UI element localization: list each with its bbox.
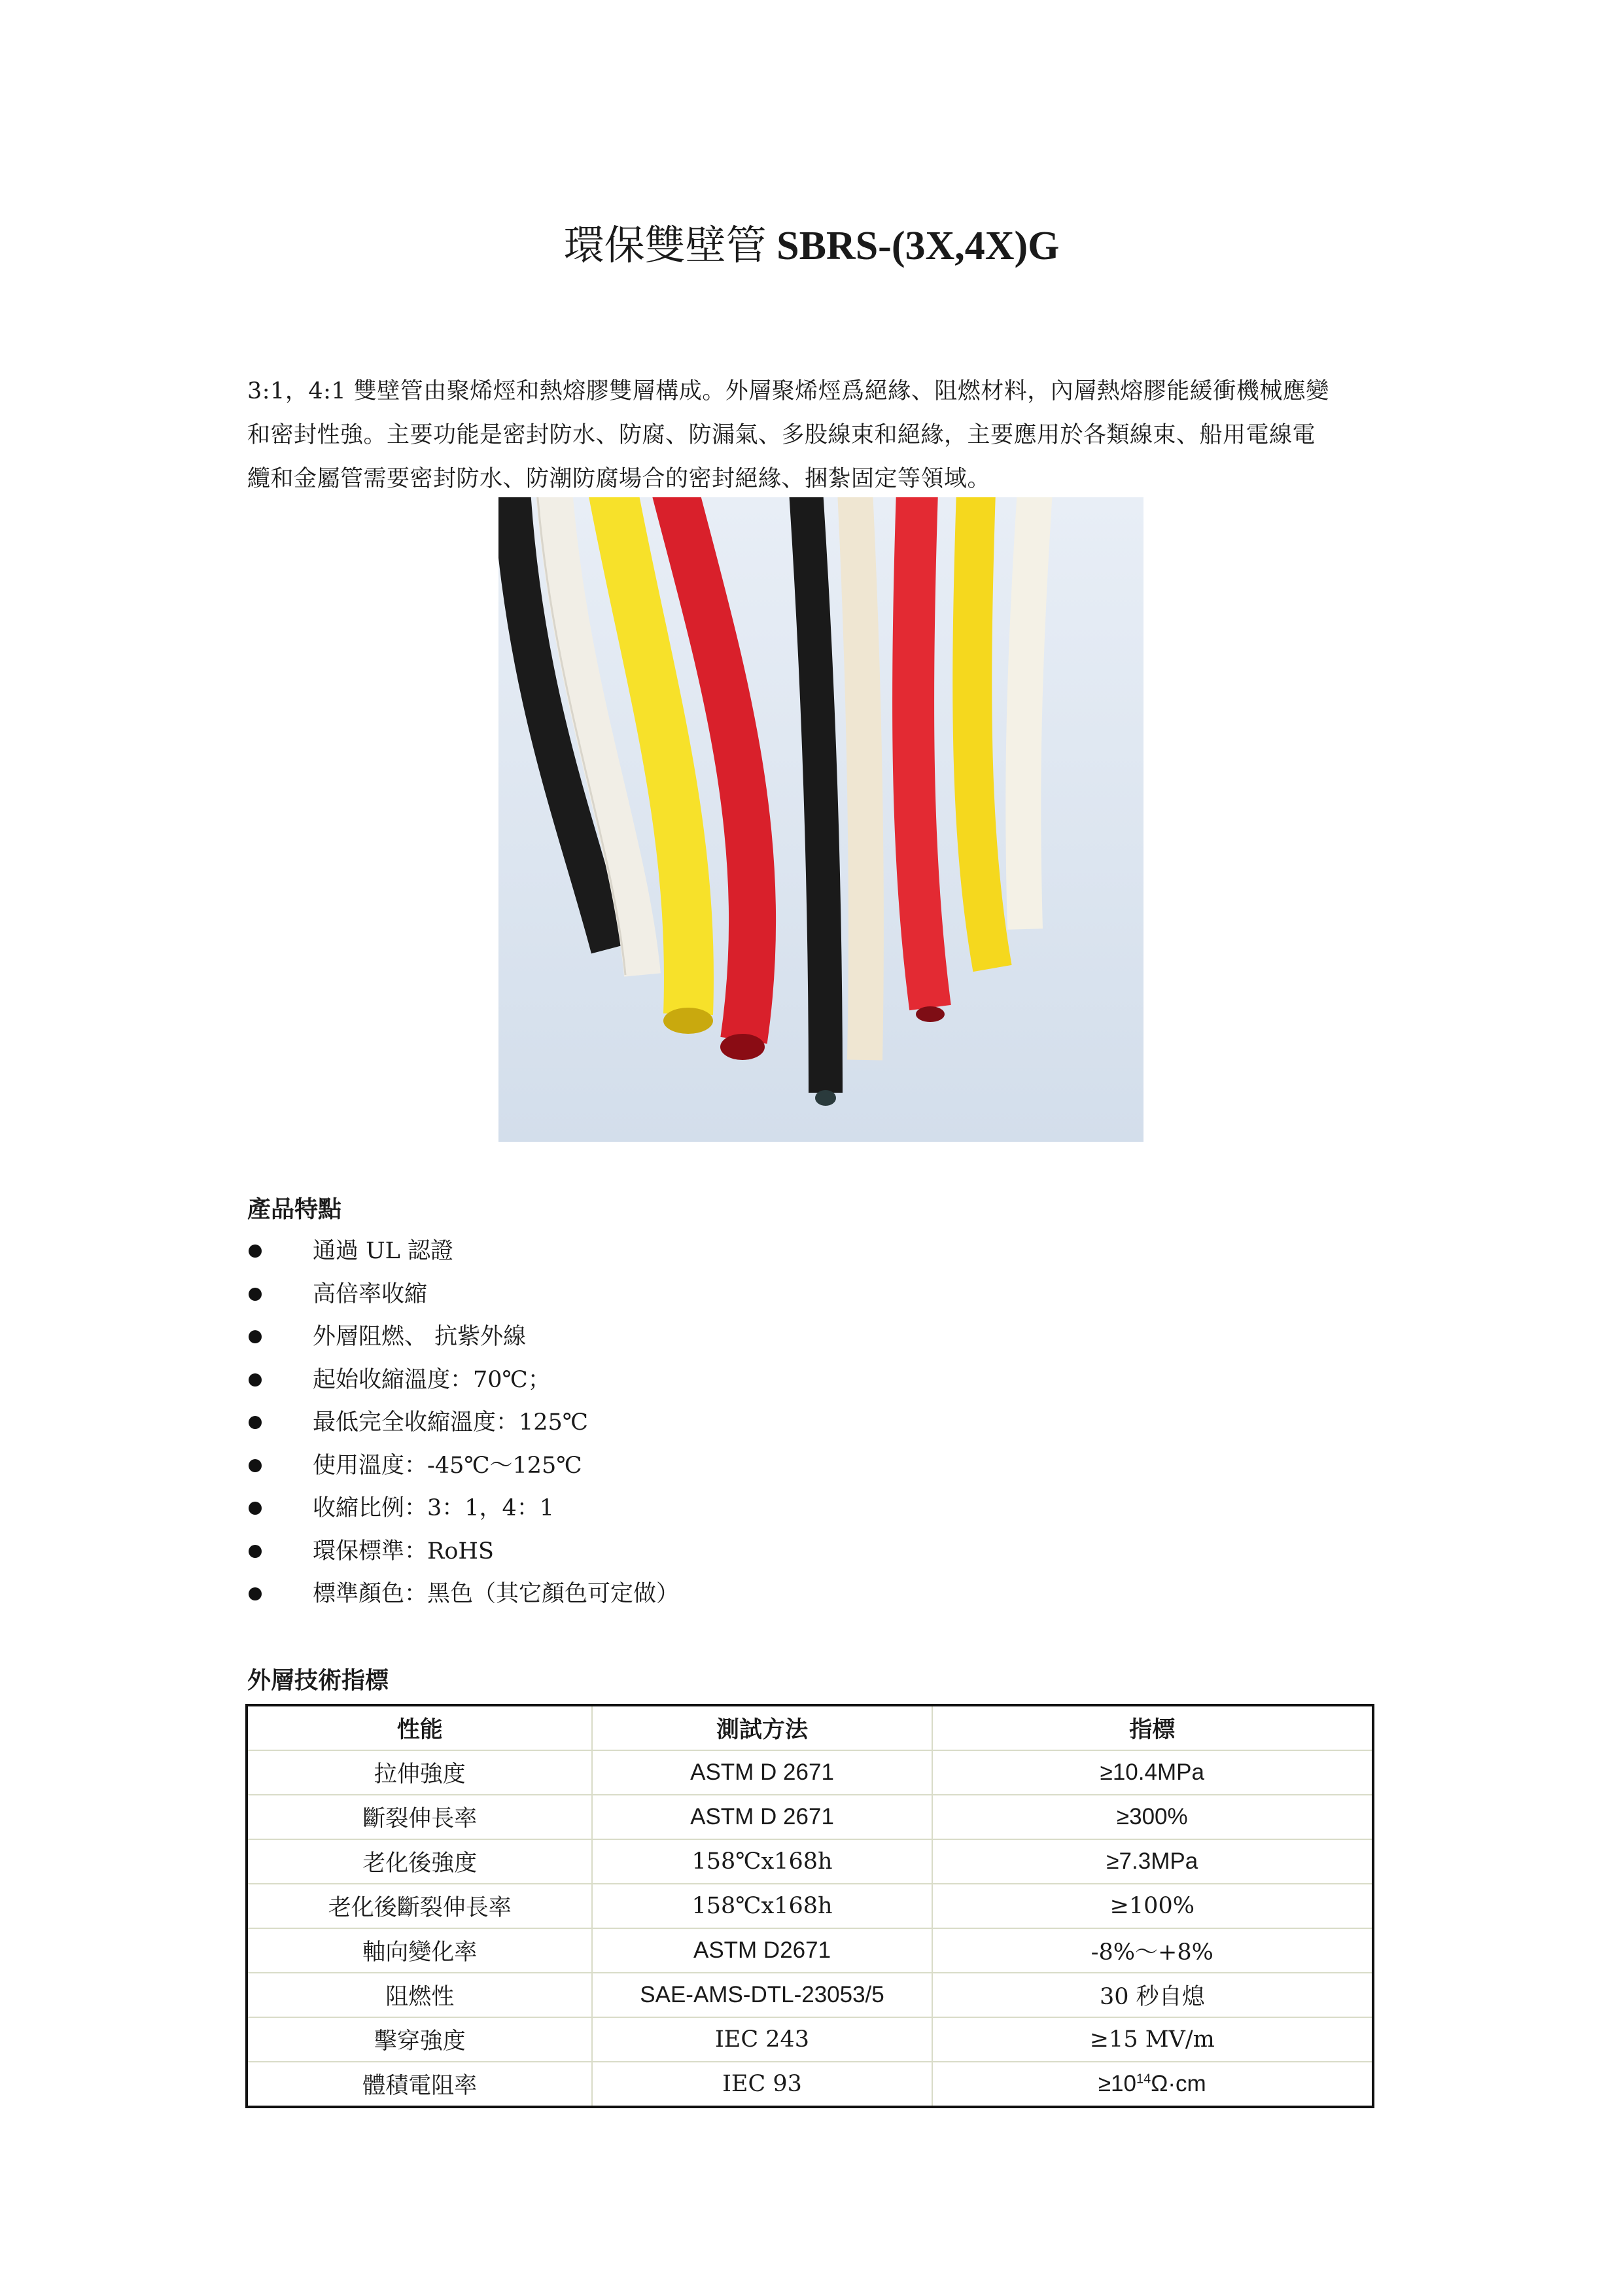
feature-item: 通過 UL 認證 xyxy=(247,1230,679,1273)
method-cell: 158℃x168h xyxy=(592,1884,932,1928)
product-name: 環保雙壁管 xyxy=(563,224,767,268)
heat-shrink-tubes-image xyxy=(498,497,1143,1142)
method-cell: IEC 243 xyxy=(592,2017,932,2062)
bullet-icon xyxy=(249,1502,262,1515)
spec-table xyxy=(245,1704,1374,2108)
feature-item: 收縮比例：3：1，4：1 xyxy=(247,1487,679,1530)
page-title xyxy=(0,213,1623,271)
column-header: 測試方法 xyxy=(592,1705,932,1750)
resistivity-unit: Ω·cm xyxy=(1151,2071,1206,2096)
product-model: SBRS-(3X,4X)G xyxy=(777,224,1060,268)
property-cell: 斷裂伸長率 xyxy=(247,1795,592,1839)
bullet-icon xyxy=(249,1373,262,1386)
table-row xyxy=(247,1884,1373,1928)
value-cell: 30 秒自熄 xyxy=(932,1973,1373,2017)
resistivity-base: ≥10 xyxy=(1098,2071,1136,2096)
tube-cream xyxy=(855,497,866,1060)
method-cell: ASTM D2671 xyxy=(592,1928,932,1973)
bullet-icon xyxy=(249,1245,262,1258)
tube-yellow-2 xyxy=(972,497,992,968)
property-cell: 擊穿強度 xyxy=(247,2017,592,2062)
tube-white-2 xyxy=(1023,497,1035,929)
table-row xyxy=(247,2062,1373,2107)
property-cell: 體積電阻率 xyxy=(247,2062,592,2107)
intro-line: 纜和金屬管需要密封防水、防潮防腐場合的密封絕緣、捆紮固定等領域。 xyxy=(247,466,991,492)
bullet-icon xyxy=(249,1330,262,1343)
value-cell: -8%～+8% xyxy=(932,1928,1373,1973)
table-row xyxy=(247,2017,1373,2062)
property-cell: 老化後強度 xyxy=(247,1839,592,1884)
feature-item: 環保標準：RoHS xyxy=(247,1530,679,1574)
feature-item: 標準顏色：黑色（其它顏色可定做） xyxy=(247,1573,679,1616)
bullet-icon xyxy=(249,1416,262,1429)
feature-item: 最低完全收縮溫度：125℃ xyxy=(247,1402,679,1445)
method-cell: IEC 93 xyxy=(592,2062,932,2107)
feature-item: 使用溫度：-45℃～125℃ xyxy=(247,1445,679,1488)
bullet-icon xyxy=(249,1587,262,1600)
intro-line: 3:1，4:1 雙壁管由聚烯烴和熱熔膠雙層構成。外層聚烯烴爲絕緣、阻燃材料，內層熱熔膠能緩衝機械應變 xyxy=(247,378,1329,404)
bullet-icon xyxy=(249,1288,262,1301)
table-row xyxy=(247,1973,1373,2017)
value-cell xyxy=(932,2062,1373,2107)
feature-item: 高倍率收縮 xyxy=(247,1273,679,1316)
value-cell: ≥15 MV/m xyxy=(932,2017,1373,2062)
feature-item: 起始收縮溫度：70℃； xyxy=(247,1359,679,1402)
value-cell: ≥7.3MPa xyxy=(932,1839,1373,1884)
table-row xyxy=(247,1750,1373,1795)
column-header: 性能 xyxy=(247,1705,592,1750)
value-cell: ≥300% xyxy=(932,1795,1373,1839)
table-row xyxy=(247,1928,1373,1973)
bullet-icon xyxy=(249,1545,262,1558)
value-cell: ≥100% xyxy=(932,1884,1373,1928)
spec-heading: 外層技術指標 xyxy=(247,1667,389,1694)
table-row xyxy=(247,1795,1373,1839)
value-cell: ≥10.4MPa xyxy=(932,1750,1373,1795)
method-cell: SAE-AMS-DTL-23053/5 xyxy=(592,1973,932,2017)
product-photo xyxy=(498,497,1143,1142)
tube-black-2 xyxy=(806,497,826,1093)
column-header: 指標 xyxy=(932,1705,1373,1750)
property-cell: 拉伸強度 xyxy=(247,1750,592,1795)
resistivity-exponent: 14 xyxy=(1136,2072,1151,2087)
method-cell: ASTM D 2671 xyxy=(592,1795,932,1839)
property-cell: 阻燃性 xyxy=(247,1973,592,2017)
intro-paragraph xyxy=(247,370,1399,501)
tube-red-2 xyxy=(913,497,930,1008)
property-cell: 老化後斷裂伸長率 xyxy=(247,1884,592,1928)
table-row xyxy=(247,1839,1373,1884)
intro-line: 和密封性強。主要功能是密封防水、防腐、防漏氣、多股線束和絕緣，主要應用於各類線束、船用電線電 xyxy=(247,422,1316,448)
feature-item: 外層阻燃、 抗紫外線 xyxy=(247,1316,679,1359)
features-list xyxy=(247,1230,679,1616)
method-cell: 158℃x168h xyxy=(592,1839,932,1884)
method-cell: ASTM D 2671 xyxy=(592,1750,932,1795)
table-header-row xyxy=(247,1705,1373,1750)
bullet-icon xyxy=(249,1459,262,1472)
property-cell: 軸向變化率 xyxy=(247,1928,592,1973)
features-heading: 產品特點 xyxy=(247,1196,342,1223)
